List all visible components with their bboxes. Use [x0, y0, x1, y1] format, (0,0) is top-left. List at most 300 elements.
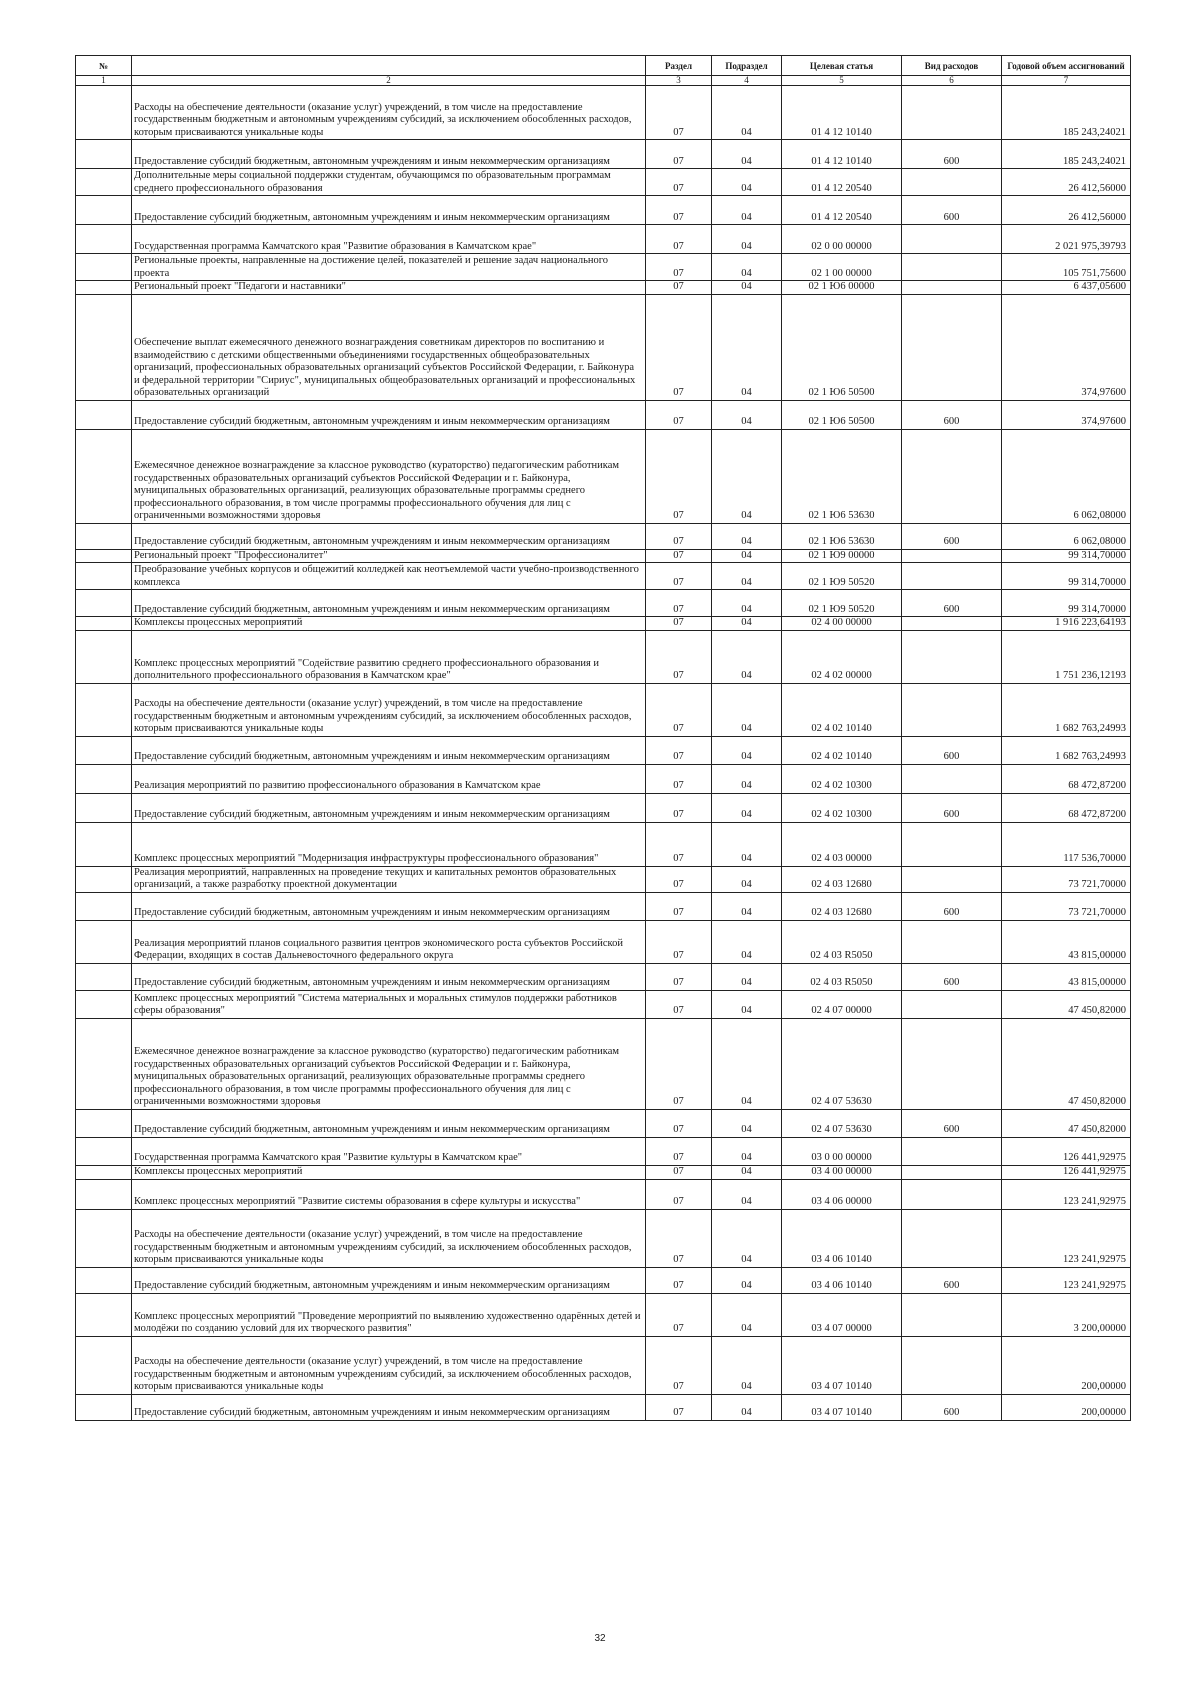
row-number-cell	[76, 281, 132, 295]
row-amount: 123 241,92975	[1002, 1267, 1131, 1293]
row-target: 02 0 00 00000	[782, 225, 902, 254]
column-number: 1	[76, 76, 132, 86]
row-description: Комплекс процессных мероприятий "Проведение мероприятий по выявлению художественно одарённых детей и молодёжи по созданию условий для их творческого развития"	[132, 1293, 646, 1336]
row-description: Реализация мероприятий по развитию профессионального образования в Камчатском крае	[132, 764, 646, 793]
row-podrazdel: 04	[712, 963, 782, 990]
row-razdel: 07	[646, 736, 712, 764]
row-amount: 1 682 763,24993	[1002, 683, 1131, 736]
table-row	[76, 866, 1131, 892]
row-vid	[902, 683, 1002, 736]
row-amount: 200,00000	[1002, 1336, 1131, 1394]
row-razdel: 07	[646, 1137, 712, 1165]
row-razdel: 07	[646, 630, 712, 683]
row-razdel: 07	[646, 563, 712, 590]
row-number-cell	[76, 892, 132, 920]
row-podrazdel: 04	[712, 281, 782, 295]
row-description: Предоставление субсидий бюджетным, автономным учреждениям и иным некоммерческим организациям	[132, 793, 646, 822]
row-description: Предоставление субсидий бюджетным, автономным учреждениям и иным некоммерческим организациям	[132, 963, 646, 990]
row-description: Обеспечение выплат ежемесячного денежного вознаграждения советникам директоров по воспитанию и взаимодействию с детскими общественными объединениями государственных общеобразовательных организаций, профессиональных образовательных организаций субъектов Российской Федерации, г. Байконура и федеральной территории "Сириус", муниципальных общеобразовательных организаций и профессиональных образовательных организаций	[132, 294, 646, 400]
row-razdel: 07	[646, 990, 712, 1018]
row-vid	[902, 920, 1002, 963]
row-number-cell	[76, 822, 132, 866]
row-vid: 600	[902, 793, 1002, 822]
row-razdel: 07	[646, 549, 712, 563]
row-description: Расходы на обеспечение деятельности (оказание услуг) учреждений, в том числе на предоставление государственным бюджетным и автономным учреждениям субсидий, за исключением обособленных расходов, которым присваиваются уникальные коды	[132, 86, 646, 140]
row-description: Государственная программа Камчатского края "Развитие образования в Камчатском крае"	[132, 225, 646, 254]
row-number-cell	[76, 1293, 132, 1336]
row-vid	[902, 1018, 1002, 1109]
row-amount: 26 412,56000	[1002, 169, 1131, 196]
column-number: 5	[782, 76, 902, 86]
table-row	[76, 86, 1131, 140]
row-amount: 6 062,08000	[1002, 429, 1131, 523]
row-number-cell	[76, 1179, 132, 1209]
row-number-cell	[76, 764, 132, 793]
row-razdel: 07	[646, 1018, 712, 1109]
row-amount: 123 241,92975	[1002, 1179, 1131, 1209]
row-razdel: 07	[646, 1179, 712, 1209]
table-row	[76, 254, 1131, 281]
row-podrazdel: 04	[712, 1018, 782, 1109]
table-row	[76, 294, 1131, 400]
row-vid	[902, 1137, 1002, 1165]
row-podrazdel: 04	[712, 1267, 782, 1293]
row-description: Региональный проект "Профессионалитет"	[132, 549, 646, 563]
row-number-cell	[76, 254, 132, 281]
row-podrazdel: 04	[712, 254, 782, 281]
table-row	[76, 523, 1131, 549]
row-vid	[902, 294, 1002, 400]
row-podrazdel: 04	[712, 140, 782, 169]
row-description: Комплексы процессных мероприятий	[132, 617, 646, 631]
row-description: Предоставление субсидий бюджетным, автономным учреждениям и иным некоммерческим организациям	[132, 196, 646, 225]
row-target: 03 4 07 10140	[782, 1394, 902, 1420]
row-razdel: 07	[646, 1165, 712, 1179]
row-vid	[902, 822, 1002, 866]
row-podrazdel: 04	[712, 736, 782, 764]
row-target: 01 4 12 10140	[782, 140, 902, 169]
row-amount: 1 916 223,64193	[1002, 617, 1131, 631]
row-amount: 47 450,82000	[1002, 1018, 1131, 1109]
table-row	[76, 1394, 1131, 1420]
row-amount: 185 243,24021	[1002, 140, 1131, 169]
row-razdel: 07	[646, 1394, 712, 1420]
row-number-cell	[76, 86, 132, 140]
row-podrazdel: 04	[712, 866, 782, 892]
budget-table	[75, 55, 1131, 1421]
row-number-cell	[76, 225, 132, 254]
row-podrazdel: 04	[712, 793, 782, 822]
header-target: Целевая статья	[782, 56, 902, 76]
row-number-cell	[76, 169, 132, 196]
row-description: Государственная программа Камчатского края "Развитие культуры в Камчатском крае"	[132, 1137, 646, 1165]
row-amount: 43 815,00000	[1002, 963, 1131, 990]
table-row	[76, 1209, 1131, 1267]
row-amount: 73 721,70000	[1002, 866, 1131, 892]
page-number: 32	[594, 1633, 606, 1644]
row-razdel: 07	[646, 1336, 712, 1394]
row-target: 02 4 03 R5050	[782, 920, 902, 963]
row-description: Предоставление субсидий бюджетным, автономным учреждениям и иным некоммерческим организациям	[132, 1267, 646, 1293]
row-razdel: 07	[646, 617, 712, 631]
row-number-cell	[76, 429, 132, 523]
row-amount: 43 815,00000	[1002, 920, 1131, 963]
row-description: Ежемесячное денежное вознаграждение за классное руководство (кураторство) педагогическим работникам государственных образовательных организаций субъектов Российской Федерации и г. Байконура, муниципальных образовательных организаций, реализующих образовательные программы среднего профессионального образования, в том числе программы профессионального обучения для лиц с ограниченными возможностями здоровья	[132, 429, 646, 523]
row-vid	[902, 990, 1002, 1018]
row-number-cell	[76, 563, 132, 590]
table-row	[76, 1336, 1131, 1394]
row-podrazdel: 04	[712, 1137, 782, 1165]
row-target: 01 4 12 10140	[782, 86, 902, 140]
row-vid	[902, 549, 1002, 563]
row-podrazdel: 04	[712, 990, 782, 1018]
row-description: Комплекс процессных мероприятий "Развитие системы образования в сфере культуры и искусства"	[132, 1179, 646, 1209]
row-vid	[902, 1293, 1002, 1336]
row-amount: 105 751,75600	[1002, 254, 1131, 281]
row-amount: 2 021 975,39793	[1002, 225, 1131, 254]
row-target: 02 4 02 10140	[782, 736, 902, 764]
row-number-cell	[76, 630, 132, 683]
row-vid	[902, 225, 1002, 254]
row-target: 03 4 00 00000	[782, 1165, 902, 1179]
row-description: Региональные проекты, направленные на достижение целей, показателей и решение задач национального проекта	[132, 254, 646, 281]
row-razdel: 07	[646, 294, 712, 400]
row-podrazdel: 04	[712, 549, 782, 563]
row-number-cell	[76, 523, 132, 549]
row-amount: 26 412,56000	[1002, 196, 1131, 225]
row-target: 02 1 Ю6 53630	[782, 523, 902, 549]
row-description: Предоставление субсидий бюджетным, автономным учреждениям и иным некоммерческим организациям	[132, 892, 646, 920]
row-target: 01 4 12 20540	[782, 196, 902, 225]
row-number-cell	[76, 1267, 132, 1293]
row-podrazdel: 04	[712, 1179, 782, 1209]
row-razdel: 07	[646, 866, 712, 892]
row-target: 03 0 00 00000	[782, 1137, 902, 1165]
row-amount: 1 682 763,24993	[1002, 736, 1131, 764]
row-razdel: 07	[646, 920, 712, 963]
row-amount: 99 314,70000	[1002, 563, 1131, 590]
row-podrazdel: 04	[712, 400, 782, 429]
row-podrazdel: 04	[712, 523, 782, 549]
row-target: 02 4 02 10300	[782, 764, 902, 793]
column-number: 2	[132, 76, 646, 86]
row-podrazdel: 04	[712, 590, 782, 617]
row-podrazdel: 04	[712, 294, 782, 400]
header-volume: Годовой объем ассигнований	[1002, 56, 1131, 76]
row-razdel: 07	[646, 822, 712, 866]
table-row	[76, 1109, 1131, 1137]
row-description: Дополнительные меры социальной поддержки студентам, обучающимся по образовательным программам среднего профессионального образования	[132, 169, 646, 196]
row-podrazdel: 04	[712, 892, 782, 920]
row-number-cell	[76, 1165, 132, 1179]
row-vid	[902, 1179, 1002, 1209]
row-razdel: 07	[646, 892, 712, 920]
row-description: Реализация мероприятий планов социального развития центров экономического роста субъектов Российской Федерации, входящих в состав Дальневосточного федерального округа	[132, 920, 646, 963]
table-row	[76, 1293, 1131, 1336]
row-razdel: 07	[646, 225, 712, 254]
row-description: Комплекс процессных мероприятий "Содействие развитию среднего профессионального образования и дополнительного профессионального образования в Камчатском крае"	[132, 630, 646, 683]
row-vid: 600	[902, 590, 1002, 617]
row-podrazdel: 04	[712, 429, 782, 523]
row-number-cell	[76, 549, 132, 563]
header-vid: Вид расходов	[902, 56, 1002, 76]
row-amount: 3 200,00000	[1002, 1293, 1131, 1336]
row-target: 02 1 Ю6 00000	[782, 281, 902, 295]
table-row	[76, 1179, 1131, 1209]
row-description: Расходы на обеспечение деятельности (оказание услуг) учреждений, в том числе на предоставление государственным бюджетным и автономным учреждениям субсидий, за исключением обособленных расходов, которым присваиваются уникальные коды	[132, 1336, 646, 1394]
row-amount: 6 437,05600	[1002, 281, 1131, 295]
row-razdel: 07	[646, 1109, 712, 1137]
row-vid	[902, 630, 1002, 683]
table-row	[76, 1267, 1131, 1293]
row-razdel: 07	[646, 1209, 712, 1267]
column-number: 3	[646, 76, 712, 86]
row-podrazdel: 04	[712, 822, 782, 866]
table-row	[76, 563, 1131, 590]
row-number-cell	[76, 1209, 132, 1267]
row-target: 02 4 07 53630	[782, 1018, 902, 1109]
row-vid	[902, 1209, 1002, 1267]
row-target: 02 4 00 00000	[782, 617, 902, 631]
row-podrazdel: 04	[712, 920, 782, 963]
row-description: Расходы на обеспечение деятельности (оказание услуг) учреждений, в том числе на предоставление государственным бюджетным и автономным учреждениям субсидий, за исключением обособленных расходов, которым присваиваются уникальные коды	[132, 683, 646, 736]
row-amount: 73 721,70000	[1002, 892, 1131, 920]
row-amount: 99 314,70000	[1002, 590, 1131, 617]
row-number-cell	[76, 1018, 132, 1109]
row-amount: 1 751 236,12193	[1002, 630, 1131, 683]
row-description: Предоставление субсидий бюджетным, автономным учреждениям и иным некоммерческим организациям	[132, 1394, 646, 1420]
row-amount: 374,97600	[1002, 294, 1131, 400]
row-target: 02 1 00 00000	[782, 254, 902, 281]
row-description: Преобразование учебных корпусов и общежитий колледжей как неотъемлемой части учебно-производственного комплекса	[132, 563, 646, 590]
row-podrazdel: 04	[712, 1336, 782, 1394]
row-number-cell	[76, 1336, 132, 1394]
table-row	[76, 736, 1131, 764]
row-razdel: 07	[646, 963, 712, 990]
row-target: 03 4 06 10140	[782, 1267, 902, 1293]
table-row	[76, 281, 1131, 295]
row-podrazdel: 04	[712, 225, 782, 254]
row-razdel: 07	[646, 523, 712, 549]
row-description: Региональный проект "Педагоги и наставники"	[132, 281, 646, 295]
row-description: Предоставление субсидий бюджетным, автономным учреждениям и иным некоммерческим организациям	[132, 590, 646, 617]
row-number-cell	[76, 1137, 132, 1165]
row-number-cell	[76, 963, 132, 990]
row-podrazdel: 04	[712, 1209, 782, 1267]
row-target: 02 1 Ю9 00000	[782, 549, 902, 563]
row-vid: 600	[902, 1267, 1002, 1293]
header-no: №	[76, 56, 132, 76]
row-amount: 68 472,87200	[1002, 793, 1131, 822]
row-podrazdel: 04	[712, 563, 782, 590]
row-target: 02 4 02 10300	[782, 793, 902, 822]
row-number-cell	[76, 736, 132, 764]
row-podrazdel: 04	[712, 683, 782, 736]
row-target: 02 4 07 53630	[782, 1109, 902, 1137]
row-description: Ежемесячное денежное вознаграждение за классное руководство (кураторство) педагогическим работникам государственных образовательных организаций субъектов Российской Федерации и г. Байконура, муниципальных образовательных организаций, реализующих образовательные программы среднего профессионального образования, в том числе программы профессионального обучения для лиц с ограниченными возможностями здоровья	[132, 1018, 646, 1109]
row-podrazdel: 04	[712, 196, 782, 225]
row-vid: 600	[902, 140, 1002, 169]
row-target: 03 4 06 10140	[782, 1209, 902, 1267]
row-vid: 600	[902, 400, 1002, 429]
row-target: 02 1 Ю6 53630	[782, 429, 902, 523]
header-description	[132, 56, 646, 76]
table-row	[76, 892, 1131, 920]
row-number-cell	[76, 683, 132, 736]
row-vid: 600	[902, 736, 1002, 764]
row-number-cell	[76, 590, 132, 617]
row-description: Предоставление субсидий бюджетным, автономным учреждениям и иным некоммерческим организациям	[132, 523, 646, 549]
row-number-cell	[76, 140, 132, 169]
table-row	[76, 169, 1131, 196]
row-vid: 600	[902, 1109, 1002, 1137]
row-target: 02 1 Ю9 50520	[782, 563, 902, 590]
row-target: 02 4 03 12680	[782, 892, 902, 920]
row-number-cell	[76, 294, 132, 400]
row-number-cell	[76, 196, 132, 225]
row-amount: 6 062,08000	[1002, 523, 1131, 549]
row-description: Комплексы процессных мероприятий	[132, 1165, 646, 1179]
row-razdel: 07	[646, 400, 712, 429]
row-vid: 600	[902, 523, 1002, 549]
row-vid	[902, 169, 1002, 196]
row-number-cell	[76, 793, 132, 822]
row-description: Предоставление субсидий бюджетным, автономным учреждениям и иным некоммерческим организациям	[132, 400, 646, 429]
row-vid	[902, 254, 1002, 281]
row-amount: 123 241,92975	[1002, 1209, 1131, 1267]
row-number-cell	[76, 400, 132, 429]
row-target: 02 4 03 00000	[782, 822, 902, 866]
row-number-cell	[76, 920, 132, 963]
row-razdel: 07	[646, 429, 712, 523]
row-description: Предоставление субсидий бюджетным, автономным учреждениям и иным некоммерческим организациям	[132, 1109, 646, 1137]
row-podrazdel: 04	[712, 1293, 782, 1336]
row-target: 02 4 07 00000	[782, 990, 902, 1018]
row-vid: 600	[902, 196, 1002, 225]
table-row	[76, 1137, 1131, 1165]
row-amount: 374,97600	[1002, 400, 1131, 429]
row-description: Реализация мероприятий, направленных на проведение текущих и капитальных ремонтов образовательных организаций, а также разработку проектной документации	[132, 866, 646, 892]
table-row	[76, 1018, 1131, 1109]
header-razdel: Раздел	[646, 56, 712, 76]
row-vid	[902, 563, 1002, 590]
row-target: 02 4 02 10140	[782, 683, 902, 736]
row-razdel: 07	[646, 196, 712, 225]
table-row	[76, 429, 1131, 523]
row-razdel: 07	[646, 1267, 712, 1293]
row-target: 02 4 03 12680	[782, 866, 902, 892]
row-number-cell	[76, 866, 132, 892]
row-razdel: 07	[646, 683, 712, 736]
row-amount: 117 536,70000	[1002, 822, 1131, 866]
row-amount: 47 450,82000	[1002, 990, 1131, 1018]
row-vid	[902, 866, 1002, 892]
table-row	[76, 764, 1131, 793]
header-podrazdel: Подраздел	[712, 56, 782, 76]
row-razdel: 07	[646, 254, 712, 281]
row-vid: 600	[902, 1394, 1002, 1420]
row-target: 02 1 Ю6 50500	[782, 294, 902, 400]
row-target: 01 4 12 20540	[782, 169, 902, 196]
row-amount: 47 450,82000	[1002, 1109, 1131, 1137]
row-target: 03 4 07 10140	[782, 1336, 902, 1394]
table-row	[76, 963, 1131, 990]
row-description: Предоставление субсидий бюджетным, автономным учреждениям и иным некоммерческим организациям	[132, 140, 646, 169]
table-row	[76, 683, 1131, 736]
column-number: 7	[1002, 76, 1131, 86]
row-target: 02 4 03 R5050	[782, 963, 902, 990]
row-vid	[902, 281, 1002, 295]
row-number-cell	[76, 990, 132, 1018]
row-podrazdel: 04	[712, 630, 782, 683]
table-row	[76, 630, 1131, 683]
row-number-cell	[76, 617, 132, 631]
row-vid	[902, 429, 1002, 523]
table-row	[76, 990, 1131, 1018]
row-target: 03 4 06 00000	[782, 1179, 902, 1209]
table-row	[76, 400, 1131, 429]
table-row	[76, 590, 1131, 617]
row-podrazdel: 04	[712, 1394, 782, 1420]
row-podrazdel: 04	[712, 617, 782, 631]
row-vid	[902, 86, 1002, 140]
row-description: Комплекс процессных мероприятий "Модернизация инфраструктуры профессионального образования"	[132, 822, 646, 866]
row-razdel: 07	[646, 590, 712, 617]
table-row	[76, 1165, 1131, 1179]
row-target: 03 4 07 00000	[782, 1293, 902, 1336]
column-number: 6	[902, 76, 1002, 86]
table-header	[76, 56, 1131, 86]
row-vid	[902, 1336, 1002, 1394]
row-number-cell	[76, 1394, 132, 1420]
table-row	[76, 549, 1131, 563]
row-vid	[902, 1165, 1002, 1179]
row-description: Расходы на обеспечение деятельности (оказание услуг) учреждений, в том числе на предоставление государственным бюджетным и автономным учреждениям субсидий, за исключением обособленных расходов, которым присваиваются уникальные коды	[132, 1209, 646, 1267]
row-amount: 126 441,92975	[1002, 1137, 1131, 1165]
row-number-cell	[76, 1109, 132, 1137]
table-row	[76, 617, 1131, 631]
table-row	[76, 225, 1131, 254]
row-vid: 600	[902, 892, 1002, 920]
table-row	[76, 140, 1131, 169]
row-amount: 185 243,24021	[1002, 86, 1131, 140]
row-podrazdel: 04	[712, 169, 782, 196]
row-podrazdel: 04	[712, 1165, 782, 1179]
row-amount: 99 314,70000	[1002, 549, 1131, 563]
row-razdel: 07	[646, 169, 712, 196]
row-target: 02 4 02 00000	[782, 630, 902, 683]
row-podrazdel: 04	[712, 1109, 782, 1137]
row-description: Комплекс процессных мероприятий "Система материальных и моральных стимулов поддержки работников сферы образования"	[132, 990, 646, 1018]
column-number: 4	[712, 76, 782, 86]
row-razdel: 07	[646, 281, 712, 295]
row-vid	[902, 617, 1002, 631]
row-vid	[902, 764, 1002, 793]
row-amount: 126 441,92975	[1002, 1165, 1131, 1179]
row-razdel: 07	[646, 793, 712, 822]
row-description: Предоставление субсидий бюджетным, автономным учреждениям и иным некоммерческим организациям	[132, 736, 646, 764]
row-vid: 600	[902, 963, 1002, 990]
column-number-row	[76, 76, 1131, 86]
row-razdel: 07	[646, 86, 712, 140]
row-razdel: 07	[646, 1293, 712, 1336]
row-target: 02 1 Ю9 50520	[782, 590, 902, 617]
row-razdel: 07	[646, 140, 712, 169]
table-row	[76, 822, 1131, 866]
row-podrazdel: 04	[712, 86, 782, 140]
row-razdel: 07	[646, 764, 712, 793]
row-amount: 200,00000	[1002, 1394, 1131, 1420]
